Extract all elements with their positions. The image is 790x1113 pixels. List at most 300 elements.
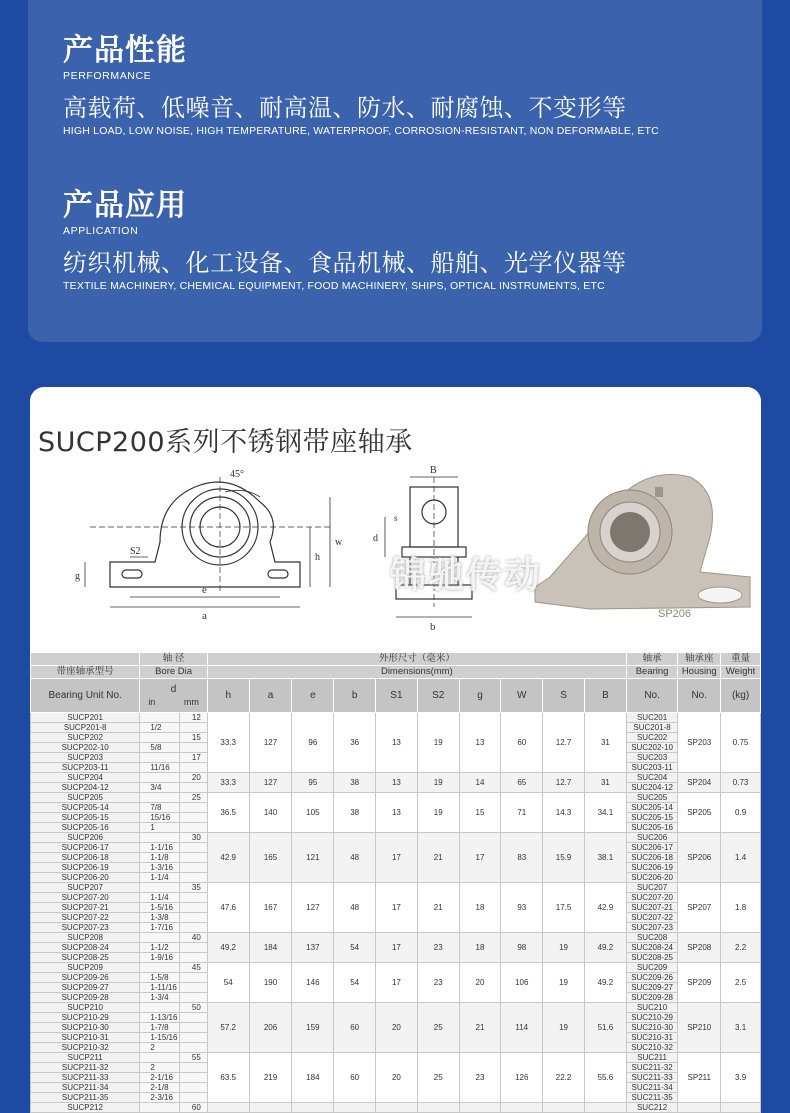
unit-no-cell: SUCP211-34: [31, 1083, 140, 1093]
housing-header-cn: 轴承座: [678, 653, 721, 666]
dimension-cell: 18: [459, 933, 501, 963]
dimension-cell: 165: [249, 833, 292, 883]
table-row: [31, 1003, 761, 1013]
spec-sheet-panel: [30, 387, 761, 1112]
bearing-no-cell: SUC211-32: [626, 1063, 677, 1073]
dimension-cell: [292, 1103, 334, 1113]
spec-table: [30, 652, 761, 1113]
dimension-cell: 71: [501, 793, 543, 833]
dimension-cell: 21: [459, 1003, 501, 1053]
housing-no-cell: SP209: [678, 963, 721, 1003]
table-row: [31, 1103, 761, 1113]
performance-heading-en: PERFORMANCE: [63, 70, 152, 82]
dimension-cell: [334, 1103, 376, 1113]
dimension-cell: 31: [584, 773, 626, 793]
dimension-cell: 106: [501, 963, 543, 1003]
dimension-cell: 54: [334, 963, 376, 1003]
housing-no-cell: SP207: [678, 883, 721, 933]
dimension-cell: 57.2: [207, 1003, 249, 1053]
unit-no-cell: SUCP202-10: [31, 743, 140, 753]
unit-no-cell: SUCP209-27: [31, 983, 140, 993]
bearing-no-cell: SUC209-28: [626, 993, 677, 1003]
dimension-cell: 14: [459, 773, 501, 793]
table-row: [31, 833, 761, 843]
unit-no-cell: SUCP206-17: [31, 843, 140, 853]
h-label: h: [315, 552, 320, 563]
bore-mm-cell: [179, 923, 207, 933]
bore-mm-cell: [179, 1063, 207, 1073]
B-label: B: [430, 465, 437, 476]
unit-no-cell: SUCP203-11: [31, 763, 140, 773]
bore-in-cell: [140, 713, 180, 723]
bore-in-cell: 5/8: [140, 743, 180, 753]
bearing-no-cell: SUC207-22: [626, 913, 677, 923]
dimension-cell: 25: [417, 1053, 459, 1103]
bore-in-cell: 1-9/16: [140, 953, 180, 963]
table-row: [31, 883, 761, 893]
bore-mm-cell: 60: [179, 1103, 207, 1113]
bore-in-cell: [140, 773, 180, 783]
dimension-cell: [207, 1103, 249, 1113]
unit-no-cell: SUCP202: [31, 733, 140, 743]
bore-in-cell: 1-1/16: [140, 843, 180, 853]
bore-in-cell: 2: [140, 1063, 180, 1073]
dimension-cell: 17: [376, 833, 418, 883]
performance-heading: 产品性能: [63, 33, 187, 68]
dimension-cell: 13: [376, 773, 418, 793]
bearing-header-cn: 轴承: [626, 653, 677, 666]
dimension-cell: 48: [334, 833, 376, 883]
unit-no-cell: SUCP210-30: [31, 1023, 140, 1033]
unit-no-cell: SUCP206-20: [31, 873, 140, 883]
unit-no-cell: SUCP208-24: [31, 943, 140, 953]
dim-col-header: B: [584, 679, 626, 713]
dimension-cell: 19: [417, 713, 459, 773]
dimension-cell: 127: [292, 883, 334, 933]
bore-in-cell: 1-11/16: [140, 983, 180, 993]
bearing-no-cell: SUC211-35: [626, 1093, 677, 1103]
bore-header-en: Bore Dia: [140, 666, 208, 679]
bore-mm-cell: [179, 723, 207, 733]
unit-no-cell: SUCP204-12: [31, 783, 140, 793]
dimension-cell: 17: [376, 883, 418, 933]
bore-in-cell: [140, 793, 180, 803]
bore-sub-header: d in mm: [140, 679, 208, 713]
dimension-cell: 38.1: [584, 833, 626, 883]
dim-col-header: b: [334, 679, 376, 713]
dimension-cell: 12.7: [543, 773, 585, 793]
performance-body-en: HIGH LOAD, LOW NOISE, HIGH TEMPERATURE, WATERPROOF, CORROSION-RESISTANT, NON DEFORMABLE, ETC: [63, 125, 659, 137]
dimension-cell: 15: [459, 793, 501, 833]
dimension-cell: 167: [249, 883, 292, 933]
g-label: g: [75, 571, 80, 582]
bore-mm-cell: [179, 993, 207, 1003]
unit-no-cell: SUCP205-14: [31, 803, 140, 813]
bore-in-cell: 1-3/4: [140, 993, 180, 1003]
bearing-no-cell: SUC208: [626, 933, 677, 943]
bore-mm-cell: [179, 893, 207, 903]
dimension-cell: 23: [417, 933, 459, 963]
bore-mm-cell: [179, 953, 207, 963]
dimension-cell: 17.5: [543, 883, 585, 933]
w-label: w: [335, 537, 343, 548]
bore-in-cell: 7/8: [140, 803, 180, 813]
dimension-cell: 21: [417, 883, 459, 933]
dim-col-header: e: [292, 679, 334, 713]
bore-in-cell: 1-1/8: [140, 853, 180, 863]
bearing-no-cell: SUC210: [626, 1003, 677, 1013]
housing-no-header: No.: [678, 679, 721, 713]
unit-no-cell: SUCP212: [31, 1103, 140, 1113]
s2-label: S2: [130, 546, 141, 557]
dimension-cell: [459, 1103, 501, 1113]
bore-mm-cell: [179, 743, 207, 753]
bearing-no-cell: SUC205-16: [626, 823, 677, 833]
bearing-no-cell: SUC211-34: [626, 1083, 677, 1093]
unit-header-en: Bearing Unit No.: [31, 679, 140, 713]
weight-cell: 3.1: [721, 1003, 761, 1053]
unit-no-cell: SUCP206: [31, 833, 140, 843]
dimension-cell: 13: [376, 713, 418, 773]
bearing-no-cell: SUC208-24: [626, 943, 677, 953]
dimension-cell: 14.3: [543, 793, 585, 833]
table-row: [31, 933, 761, 943]
dim-col-header: W: [501, 679, 543, 713]
bore-mm-cell: [179, 903, 207, 913]
dimension-cell: 25: [417, 1003, 459, 1053]
bearing-no-header: No.: [626, 679, 677, 713]
unit-no-cell: SUCP211-35: [31, 1093, 140, 1103]
dimension-cell: 114: [501, 1003, 543, 1053]
angle-label: 45°: [230, 469, 244, 480]
dimension-cell: 121: [292, 833, 334, 883]
bore-mm-cell: [179, 783, 207, 793]
dimension-cell: 33.3: [207, 713, 249, 773]
dimension-cell: [501, 1103, 543, 1113]
dimension-cell: 93: [501, 883, 543, 933]
bore-in-cell: 1-13/16: [140, 1013, 180, 1023]
housing-no-cell: SP211: [678, 1053, 721, 1103]
weight-cell: 2.2: [721, 933, 761, 963]
dimension-cell: [376, 1103, 418, 1113]
table-row: [31, 773, 761, 783]
bore-in-cell: 1-1/4: [140, 873, 180, 883]
dimension-cell: [417, 1103, 459, 1113]
dimension-cell: 19: [543, 933, 585, 963]
dimension-cell: 190: [249, 963, 292, 1003]
bore-in-cell: 1-15/16: [140, 1033, 180, 1043]
dimension-cell: 54: [334, 933, 376, 963]
bearing-no-cell: SUC207-23: [626, 923, 677, 933]
unit-no-cell: SUCP207-21: [31, 903, 140, 913]
b-label: b: [430, 621, 436, 633]
unit-no-cell: SUCP210: [31, 1003, 140, 1013]
performance-body: 高载荷、低噪音、耐高温、防水、耐腐蚀、不变形等: [63, 94, 627, 122]
dimension-cell: 19: [543, 963, 585, 1003]
bore-mm-cell: [179, 973, 207, 983]
weight-cell: 0.9: [721, 793, 761, 833]
unit-no-cell: SUCP211: [31, 1053, 140, 1063]
weight-cell: 2.5: [721, 963, 761, 1003]
bearing-no-cell: SUC210-29: [626, 1013, 677, 1023]
bearing-no-cell: SUC201: [626, 713, 677, 723]
bearing-no-cell: SUC211-33: [626, 1073, 677, 1083]
bearing-no-cell: SUC201-8: [626, 723, 677, 733]
weight-unit-header: (kg): [721, 679, 761, 713]
dimension-cell: 96: [292, 713, 334, 773]
bore-mm-cell: [179, 983, 207, 993]
weight-cell: 1.4: [721, 833, 761, 883]
bore-mm-cell: 12: [179, 713, 207, 723]
bore-in-cell: [140, 833, 180, 843]
dimension-cell: 206: [249, 1003, 292, 1053]
dimension-cell: 23: [417, 963, 459, 1003]
bore-in-cell: [140, 753, 180, 763]
bearing-no-cell: SUC206-18: [626, 853, 677, 863]
dimension-cell: 13: [459, 713, 501, 773]
bearing-no-cell: SUC206: [626, 833, 677, 843]
dimension-cell: 184: [292, 1053, 334, 1103]
bore-mm-cell: [179, 1023, 207, 1033]
dimension-cell: 17: [376, 933, 418, 963]
bearing-no-cell: SUC210-30: [626, 1023, 677, 1033]
bearing-no-cell: SUC205-15: [626, 813, 677, 823]
dimension-cell: 127: [249, 713, 292, 773]
bore-mm-cell: [179, 863, 207, 873]
bore-in-cell: [140, 933, 180, 943]
unit-no-cell: SUCP201-8: [31, 723, 140, 733]
housing-no-cell: SP203: [678, 713, 721, 773]
dimension-cell: 22.2: [543, 1053, 585, 1103]
bearing-product-image: [535, 475, 750, 610]
bearing-no-cell: SUC206-20: [626, 873, 677, 883]
bore-in-cell: 1: [140, 823, 180, 833]
bore-mm-cell: 55: [179, 1053, 207, 1063]
bearing-no-cell: SUC204-12: [626, 783, 677, 793]
dimension-cell: 19: [417, 793, 459, 833]
dimension-cell: 36.5: [207, 793, 249, 833]
dimension-cell: 13: [376, 793, 418, 833]
bore-mm-cell: 17: [179, 753, 207, 763]
dimension-cell: [249, 1103, 292, 1113]
dimension-cell: 12.7: [543, 713, 585, 773]
bearing-no-cell: SUC206-19: [626, 863, 677, 873]
bearing-no-cell: SUC205: [626, 793, 677, 803]
unit-no-cell: SUCP206-19: [31, 863, 140, 873]
application-section: [63, 188, 627, 293]
bore-in-cell: 1-1/2: [140, 943, 180, 953]
bearing-no-cell: SUC207: [626, 883, 677, 893]
weight-cell: 3.9: [721, 1053, 761, 1103]
dim-col-header: g: [459, 679, 501, 713]
dimension-cell: 98: [501, 933, 543, 963]
unit-no-cell: SUCP211-32: [31, 1063, 140, 1073]
bearing-no-cell: SUC211: [626, 1053, 677, 1063]
bore-in-cell: 1-7/8: [140, 1023, 180, 1033]
dim-col-header: a: [249, 679, 292, 713]
bore-mm-cell: [179, 913, 207, 923]
bore-in-cell: [140, 963, 180, 973]
dimension-cell: 127: [249, 773, 292, 793]
dimension-cell: 105: [292, 793, 334, 833]
dimension-cell: 140: [249, 793, 292, 833]
bore-in-cell: 1-3/8: [140, 913, 180, 923]
bore-in-cell: 3/4: [140, 783, 180, 793]
unit-no-cell: SUCP209-28: [31, 993, 140, 1003]
dims-header-en: Dimensions(mm): [207, 666, 626, 679]
bearing-no-cell: SUC209-26: [626, 973, 677, 983]
unit-no-cell: SUCP205-16: [31, 823, 140, 833]
bearing-no-cell: SUC205-14: [626, 803, 677, 813]
bore-mm-cell: 15: [179, 733, 207, 743]
dimension-cell: 51.6: [584, 1003, 626, 1053]
unit-no-cell: SUCP210-29: [31, 1013, 140, 1023]
bore-mm-cell: [179, 853, 207, 863]
bearing-no-cell: SUC212: [626, 1103, 677, 1113]
weight-header-en: Weight: [721, 666, 761, 679]
dimension-cell: 17: [459, 833, 501, 883]
bore-in-cell: [140, 1103, 180, 1113]
unit-no-cell: SUCP210-31: [31, 1033, 140, 1043]
table-row: [31, 793, 761, 803]
housing-no-cell: SP205: [678, 793, 721, 833]
bore-in-cell: 2-1/16: [140, 1073, 180, 1083]
bore-mm-cell: 25: [179, 793, 207, 803]
dimension-cell: [584, 1103, 626, 1113]
dimension-cell: 49.2: [584, 933, 626, 963]
unit-no-cell: SUCP207-20: [31, 893, 140, 903]
bearing-no-cell: SUC210-32: [626, 1043, 677, 1053]
dimension-cell: 60: [334, 1003, 376, 1053]
bore-mm-cell: [179, 1043, 207, 1053]
bore-mm-cell: [179, 873, 207, 883]
bearing-no-cell: SUC208-25: [626, 953, 677, 963]
watermark: 锦驰传动: [390, 555, 543, 596]
dimension-cell: 126: [501, 1053, 543, 1103]
bore-mm-cell: [179, 823, 207, 833]
housing-no-cell: [678, 1103, 721, 1113]
bore-mm-cell: 30: [179, 833, 207, 843]
s-label: s: [394, 513, 398, 523]
housing-no-cell: SP210: [678, 1003, 721, 1053]
unit-no-cell: SUCP211-33: [31, 1073, 140, 1083]
unit-no-cell: SUCP209: [31, 963, 140, 973]
unit-no-cell: SUCP203: [31, 753, 140, 763]
bore-in-cell: 2-3/16: [140, 1093, 180, 1103]
weight-cell: 0.73: [721, 773, 761, 793]
dimension-cell: 60: [501, 713, 543, 773]
dimension-cell: 63.5: [207, 1053, 249, 1103]
unit-header-cn: 带座轴承型号: [31, 666, 140, 679]
table-row: [31, 713, 761, 723]
unit-no-cell: SUCP208-25: [31, 953, 140, 963]
table-row: [31, 963, 761, 973]
bore-mm-cell: [179, 803, 207, 813]
weight-header-cn: 重量: [721, 653, 761, 666]
bore-mm-cell: 45: [179, 963, 207, 973]
bore-mm-cell: 35: [179, 883, 207, 893]
bore-in-cell: 15/16: [140, 813, 180, 823]
bore-mm-cell: [179, 943, 207, 953]
dimension-cell: 49.2: [207, 933, 249, 963]
bore-in-cell: [140, 883, 180, 893]
dimension-cell: 31: [584, 713, 626, 773]
housing-no-cell: SP208: [678, 933, 721, 963]
dims-header-cn: 外形尺寸（毫米）: [207, 653, 626, 666]
unit-no-cell: SUCP207: [31, 883, 140, 893]
application-body: 纺织机械、化工设备、食品机械、船舶、光学仪器等: [63, 249, 627, 277]
unit-no-cell: SUCP208: [31, 933, 140, 943]
dimension-cell: 19: [417, 773, 459, 793]
e-label: e: [202, 584, 207, 596]
dimension-cell: 38: [334, 793, 376, 833]
bearing-no-cell: SUC207-21: [626, 903, 677, 913]
dimension-cell: 42.9: [584, 883, 626, 933]
bore-mm-cell: [179, 1073, 207, 1083]
bore-in-cell: 2-1/8: [140, 1083, 180, 1093]
dimension-cell: 36: [334, 713, 376, 773]
dimension-cell: 95: [292, 773, 334, 793]
dimension-cell: 146: [292, 963, 334, 1003]
housing-no-cell: SP206: [678, 833, 721, 883]
weight-cell: 0.75: [721, 713, 761, 773]
performance-section: [63, 33, 659, 138]
application-heading: 产品应用: [63, 188, 187, 223]
bearing-header-en: Bearing: [626, 666, 677, 679]
bearing-no-cell: SUC209: [626, 963, 677, 973]
bore-in-cell: 1-3/16: [140, 863, 180, 873]
bearing-no-cell: SUC210-31: [626, 1033, 677, 1043]
dimension-cell: 54: [207, 963, 249, 1003]
bearing-no-cell: SUC202: [626, 733, 677, 743]
bore-mm-cell: [179, 843, 207, 853]
bearing-no-cell: SUC203-11: [626, 763, 677, 773]
bore-mm-cell: [179, 763, 207, 773]
unit-no-cell: SUCP210-32: [31, 1043, 140, 1053]
bore-in-cell: 11/16: [140, 763, 180, 773]
bore-in-cell: 2: [140, 1043, 180, 1053]
bore-in-cell: 1-5/16: [140, 903, 180, 913]
bore-in-cell: 1-5/8: [140, 973, 180, 983]
dimension-cell: 15.9: [543, 833, 585, 883]
bore-mm-cell: [179, 1083, 207, 1093]
dimension-cell: 219: [249, 1053, 292, 1103]
dimension-cell: 34.1: [584, 793, 626, 833]
bore-in-cell: [140, 1003, 180, 1013]
unit-no-cell: SUCP207-22: [31, 913, 140, 923]
bore-in-cell: [140, 733, 180, 743]
dimension-cell: 33.3: [207, 773, 249, 793]
bore-mm-cell: 40: [179, 933, 207, 943]
bore-mm-cell: [179, 813, 207, 823]
bore-mm-cell: [179, 1013, 207, 1023]
unit-no-cell: SUCP201: [31, 713, 140, 723]
d-label: d: [373, 533, 378, 544]
unit-header: [31, 653, 140, 666]
weight-cell: [721, 1103, 761, 1113]
dimension-cell: 47.6: [207, 883, 249, 933]
unit-no-cell: SUCP209-26: [31, 973, 140, 983]
dimension-cell: 17: [376, 963, 418, 1003]
dimension-cell: 19: [543, 1003, 585, 1053]
unit-no-cell: SUCP206-18: [31, 853, 140, 863]
dimension-cell: 55.6: [584, 1053, 626, 1103]
unit-no-cell: SUCP205-15: [31, 813, 140, 823]
dimension-cell: 48: [334, 883, 376, 933]
dimension-cell: 23: [459, 1053, 501, 1103]
dimension-cell: 20: [376, 1053, 418, 1103]
bore-in-cell: 1-1/4: [140, 893, 180, 903]
